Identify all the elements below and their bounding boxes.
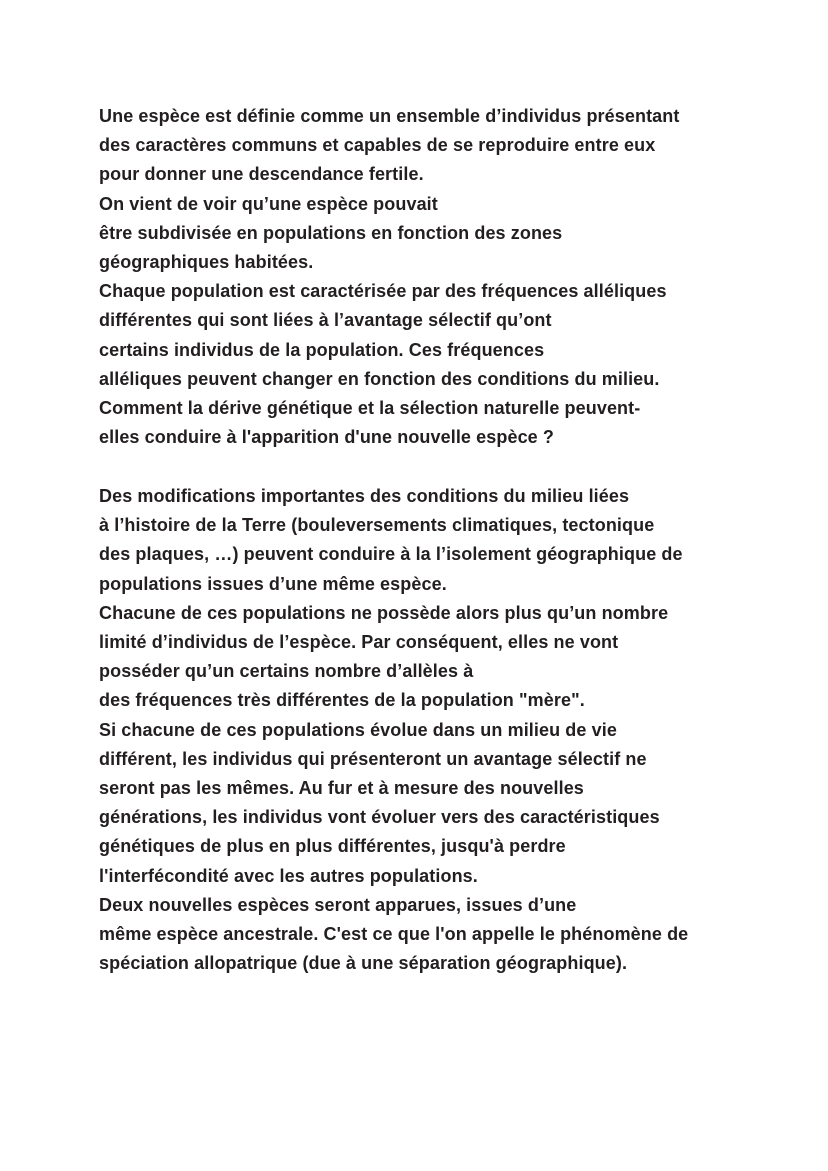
text-line: être subdivisée en populations en fonction des zones (99, 222, 563, 243)
text-line: Chacune de ces populations ne possède alors plus qu’un nombre (99, 602, 669, 623)
text-line: des caractères communs et capables de se reproduire entre eux (99, 135, 656, 156)
text-line: des fréquences très différentes de la population "mère". (99, 690, 585, 711)
text-line: Comment la dérive génétique et la sélection naturelle peuvent- (99, 398, 641, 419)
text-line: spéciation allopatrique (due à une séparation géographique). (99, 953, 628, 974)
text-line: certains individus de la population. Ces fréquences (99, 339, 545, 360)
text-line: Des modifications importantes des conditions du milieu liées (99, 486, 630, 506)
text-line: géographiques habitées. (99, 252, 314, 273)
text-line: l'interfécondité avec les autres populations. (99, 865, 478, 886)
text-line: Chaque population est caractérisée par des fréquences alléliques (99, 281, 667, 302)
text-line: pour donner une descendance fertile. (99, 164, 424, 185)
text-line: génétiques de plus en plus différentes, jusqu'à perdre (99, 836, 566, 857)
text-line: des plaques, …) peuvent conduire à la l’isolement géographique de (99, 544, 683, 565)
text-line: même espèce ancestrale. C'est ce que l'on appelle le phénomène de (99, 924, 689, 945)
text-line: différentes qui sont liées à l’avantage sélectif qu’ont (99, 310, 552, 331)
paragraph-allopatric-speciation (99, 482, 799, 978)
text-line: Si chacune de ces populations évolue dans un milieu de vie (99, 719, 617, 740)
text-line: Deux nouvelles espèces seront apparues, issues d’une (99, 894, 577, 915)
text-line: elles conduire à l'apparition d'une nouvelle espèce ? (99, 427, 554, 448)
text-line: limité d’individus de l’espèce. Par conséquent, elles ne vont (99, 632, 619, 653)
text-line: populations issues d’une même espèce. (99, 573, 447, 594)
text-line: On vient de voir qu’une espèce pouvait (99, 193, 438, 214)
paragraph-species-definition (99, 102, 799, 452)
text-line: seront pas les mêmes. Au fur et à mesure des nouvelles (99, 778, 584, 799)
text-line: Une espèce est définie comme un ensemble d’individus présentant (99, 106, 680, 126)
text-line: à l’histoire de la Terre (bouleversements climatiques, tectonique (99, 515, 655, 536)
text-line: générations, les individus vont évoluer vers des caractéristiques (99, 807, 660, 828)
text-line: différent, les individus qui présenteront un avantage sélectif ne (99, 748, 647, 769)
text-line: alléliques peuvent changer en fonction des conditions du milieu. (99, 368, 660, 389)
text-line: posséder qu’un certains nombre d’allèles à (99, 661, 474, 682)
